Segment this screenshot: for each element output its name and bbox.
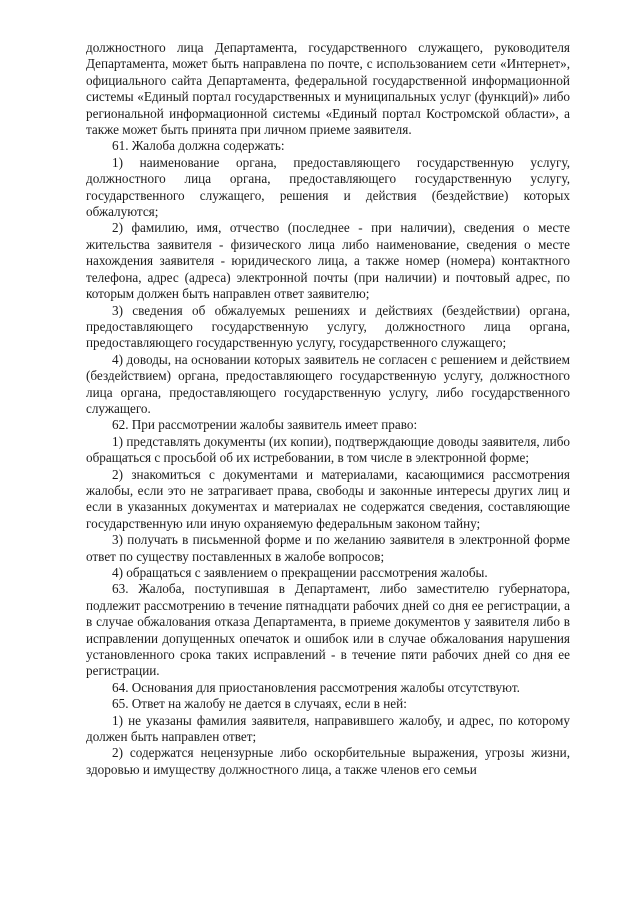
paragraph-62-heading: 62. При рассмотрении жалобы заявитель имеет право: [112,417,418,433]
paragraph-63: 63. Жалоба, поступившая в Департамент, либо заместителю губернатора, подлежит рассмотрению в течение пятнадцати рабочих дней со дня ее регистрации, а в случае обжалования отказа Департамента, в приеме документов у заявителя либо в исправлении допущенных опечаток и ошибок или в случае обжалования нарушения установленного срока таких исправлений - в течение пяти рабочих дней со дня ее регистрации. [86,581,570,679]
paragraph-continuation: должностного лица Департамента, государственного служащего, руководителя Департамента, может быть направлена по почте, с использованием сети «Интернет», официального сайта Департамента, федеральной государственной информационной системы «Единый портал государственных и муниципальных услуг (функций)» либо региональной информационной системы «Единый портал Костромской области», а также может быть принята при личном приеме заявителя. [86,40,570,138]
paragraph-61-item-4: 4) доводы, на основании которых заявитель не согласен с решением и действием (бездействием) органа, предоставляющего государственную услугу, должностного лица органа, предоставляющего государственную услугу, либо государственного служащего. [86,351,570,416]
paragraph-61-item-2: 2) фамилию, имя, отчество (последнее - при наличии), сведения о месте жительства заявителя - физического лица либо наименование, сведения о месте нахождения заявителя - юридического лица, а также номер (номера) контактного телефона, адрес (адреса) электронной почты (при наличии) и почтовый адрес, по которым должен быть направлен ответ заявителю; [86,220,570,302]
paragraph-61-item-3: 3) сведения об обжалуемых решениях и действиях (бездействии) органа, предоставляющего государственную услугу, должностного лица органа, предоставляющего государственную услугу, государственного служащего; [86,302,570,351]
paragraph-62-item-1: 1) представлять документы (их копии), подтверждающие доводы заявителя, либо обращаться с просьбой об их истребовании, в том числе в электронной форме; [86,433,570,466]
paragraph-65-heading: 65. Ответ на жалобу не дается в случаях, если в ней: [112,696,407,712]
paragraph-61-heading: 61. Жалоба должна содержать: [112,138,285,154]
paragraph-65-item-2: 2) содержатся нецензурные либо оскорбительные выражения, угрозы жизни, здоровью и имуществу должностного лица, а также членов его семьи [86,745,570,777]
paragraph-65-item-1: 1) не указаны фамилия заявителя, направившего жалобу, и адрес, по которому должен быть направлен ответ; [86,712,570,745]
document-page [86,40,570,778]
paragraph-62-item-2: 2) знакомиться с документами и материалами, касающимися рассмотрения жалобы, если это не затрагивает права, свободы и законные интересы других лиц и если в указанных документах и материалах не содержатся сведения, составляющие государственную или иную охраняемую федеральным законом тайну; [86,466,570,531]
paragraph-62-item-3: 3) получать в письменной форме и по желанию заявителя в электронной форме ответ по существу поставленных в жалобе вопросов; [86,532,570,564]
paragraph-61-item-1: 1) наименование органа, предоставляющего государственную услугу, должностного лица органа, предоставляющего государственную услугу, государственного служащего, решения и действия (бездействие) которых обжалуются; [86,154,570,220]
paragraph-62-item-4: 4) обращаться с заявлением о прекращении рассмотрения жалобы. [112,565,488,580]
paragraph-64: 64. Основания для приостановления рассмотрения жалобы отсутствуют. [112,679,520,695]
